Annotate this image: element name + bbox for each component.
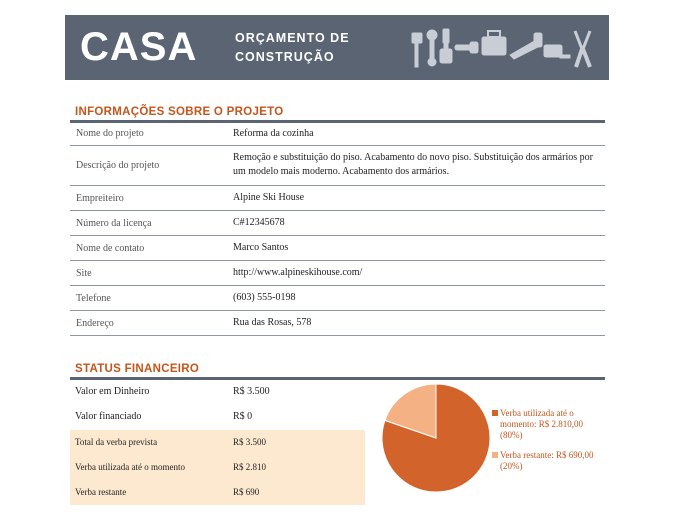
project-row-value: http://www.alpineskihouse.com/ xyxy=(233,267,363,278)
project-row-label: Descrição do projeto xyxy=(76,160,160,171)
project-row-description xyxy=(70,146,605,186)
header-banner xyxy=(65,15,609,80)
project-section-title: INFORMAÇÕES SOBRE O PROJETO xyxy=(75,106,284,118)
brush-icon xyxy=(440,29,452,63)
financial-row-value: R$ 690 xyxy=(233,487,260,497)
project-row-label: Empreiteiro xyxy=(76,193,124,204)
financial-row-label: Verba restante xyxy=(75,487,127,497)
project-row-value: Remoção e substituição do piso. Acabamento do novo piso. Substituição dos armários por um modelo mais moderno. Acabamento dos armários. xyxy=(233,152,593,177)
project-row-value: (603) 555-0198 xyxy=(233,292,296,303)
project-row-value: Alpine Ski House xyxy=(233,192,305,203)
project-row-label: Telefone xyxy=(76,293,111,304)
page-subtitle-line1: ORÇAMENTO DE xyxy=(235,31,350,45)
financial-row-label: Valor financiado xyxy=(75,411,142,422)
financial-row-value: R$ 2.810 xyxy=(233,462,267,472)
project-row-value: C#12345678 xyxy=(233,217,285,228)
project-row-value: Marco Santos xyxy=(233,242,289,253)
financial-row-total-budget xyxy=(70,430,365,455)
financial-row-label: Verba utilizada até o momento xyxy=(75,462,185,472)
project-row-value: Rua das Rosas, 578 xyxy=(233,317,312,328)
project-row-label: Nome do projeto xyxy=(76,128,144,139)
legend-label: Verba restante: R$ 690,00 (20%) xyxy=(500,450,594,471)
project-row-contact xyxy=(70,236,605,261)
project-row-value: Reforma da cozinha xyxy=(233,128,314,139)
legend-swatch xyxy=(492,452,498,458)
financial-row-value: R$ 3.500 xyxy=(233,386,270,397)
project-row-name xyxy=(70,123,605,146)
project-row-phone xyxy=(70,286,605,311)
legend-label: Verba utilizada até o momento: R$ 2.810,00 (80%) xyxy=(500,408,583,440)
tools-illustration xyxy=(410,25,600,71)
financial-row-cash xyxy=(70,380,365,405)
project-row-site xyxy=(70,261,605,286)
financial-row-value: R$ 0 xyxy=(233,411,253,422)
project-row-license xyxy=(70,211,605,236)
toolbox-icon xyxy=(482,31,506,55)
pliers-icon xyxy=(575,31,590,67)
financial-row-label: Valor em Dinheiro xyxy=(75,386,150,397)
financial-section-title: STATUS FINANCEIRO xyxy=(75,363,200,375)
project-row-label: Site xyxy=(76,268,92,279)
page-subtitle xyxy=(235,29,350,67)
screwdriver-icon xyxy=(455,42,478,53)
financial-row-remaining xyxy=(70,480,365,505)
tape-measure-icon xyxy=(544,45,570,58)
page-subtitle-line2: CONSTRUÇÃO xyxy=(235,50,335,64)
budget-pie-chart xyxy=(380,382,492,494)
page-title: CASA xyxy=(80,25,198,69)
project-row-address xyxy=(70,311,605,336)
saw-icon xyxy=(510,33,542,59)
financial-row-spent xyxy=(70,455,365,480)
legend-swatch xyxy=(492,410,498,416)
paint-roller-icon xyxy=(412,33,422,67)
project-row-label: Endereço xyxy=(76,318,114,329)
financial-row-label: Total da verba prevista xyxy=(75,437,158,447)
project-row-label: Nome de contato xyxy=(76,243,145,254)
financial-row-financed xyxy=(70,405,365,430)
financial-row-value: R$ 3.500 xyxy=(233,437,267,447)
project-row-label: Número da licença xyxy=(76,218,152,229)
project-row-contractor xyxy=(70,186,605,211)
wrench-icon xyxy=(427,30,437,66)
